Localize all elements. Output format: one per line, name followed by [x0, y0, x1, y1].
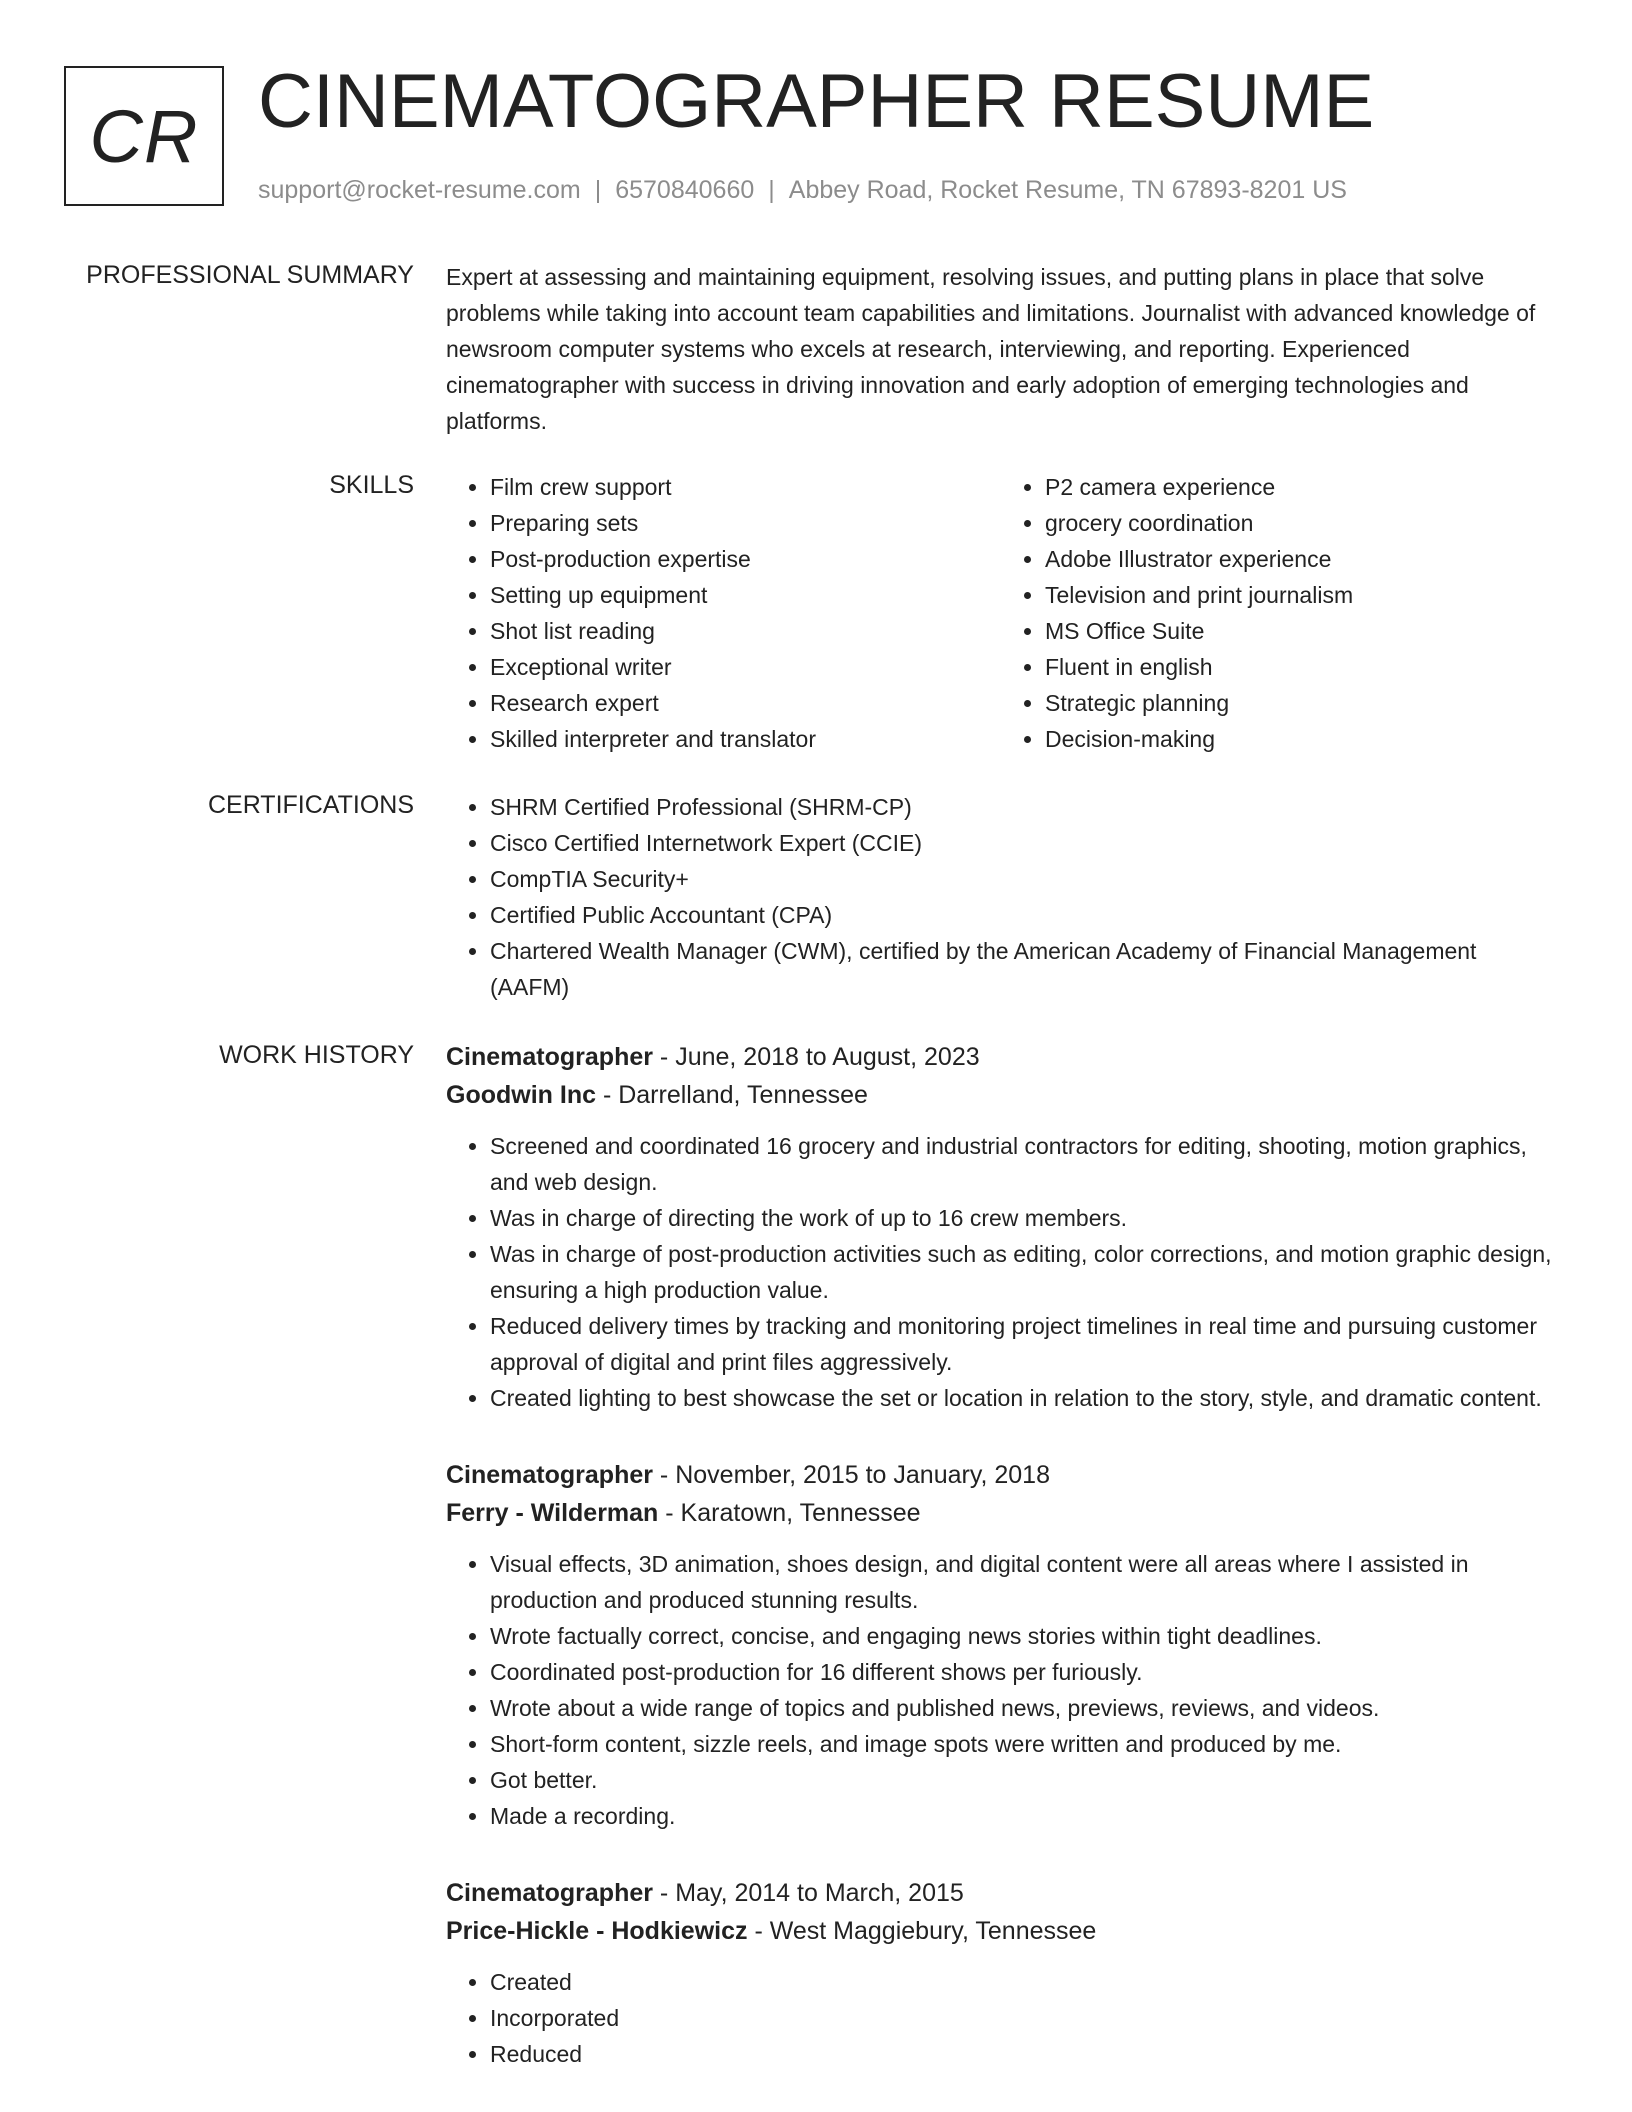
job-bullet: • Reduced: [490, 2036, 1556, 2072]
monogram-logo: [64, 66, 224, 206]
job-bullet: • Wrote about a wide range of topics and published news, previews, reviews, and videos.: [490, 1690, 1556, 1726]
job-bullet: • Was in charge of directing the work of up to 16 crew members.: [490, 1200, 1556, 1236]
job-bullet: • Created: [490, 1964, 1556, 2000]
job-dates: - May, 2014 to March, 2015: [652, 1879, 964, 1907]
skill-item: • Decision-making: [1045, 721, 1556, 757]
certification-item: • Cisco Certified Internetwork Expert (CCIE): [490, 825, 1556, 861]
job-bullet: • Screened and coordinated 16 grocery and industrial contractors for editing, shooting, motion graphics, and web design.: [490, 1128, 1556, 1200]
job-entry: [446, 1456, 1556, 1834]
monogram-text: CR: [89, 94, 199, 178]
job-title-line: [446, 1038, 1556, 1076]
certifications-body: [446, 789, 1556, 1005]
skill-item: • MS Office Suite: [1045, 613, 1556, 649]
job-bullet: • Coordinated post-production for 16 different shows per furiously.: [490, 1654, 1556, 1690]
job-location: - Karatown, Tennessee: [658, 1499, 921, 1527]
job-location: - Darrelland, Tennessee: [596, 1081, 868, 1109]
skill-item: • Preparing sets: [490, 505, 1001, 541]
job-company-line: [446, 1076, 1556, 1114]
certification-item: • Chartered Wealth Manager (CWM), certified by the American Academy of Financial Management (AAFM): [490, 933, 1556, 1005]
skills-body: [446, 469, 1556, 757]
skill-item: • Skilled interpreter and translator: [490, 721, 1001, 757]
skill-item: • Post-production expertise: [490, 541, 1001, 577]
job-dates: - June, 2018 to August, 2023: [652, 1043, 980, 1071]
section-label-skills: SKILLS: [329, 471, 414, 499]
skill-item: • Setting up equipment: [490, 577, 1001, 613]
job-title-line: [446, 1874, 1556, 1912]
certification-item: • CompTIA Security+: [490, 861, 1556, 897]
job-title: Cinematographer: [446, 1043, 653, 1071]
skill-item: • Exceptional writer: [490, 649, 1001, 685]
job-location: - West Maggiebury, Tennessee: [747, 1917, 1097, 1945]
resume-title: CINEMATOGRAPHER RESUME: [258, 59, 1375, 144]
skill-item: • Strategic planning: [1045, 685, 1556, 721]
contact-address: Abbey Road, Rocket Resume, TN 67893-8201 US: [788, 176, 1347, 204]
work-body: [446, 1038, 1556, 2112]
job-title-line: [446, 1456, 1556, 1494]
job-company-line: [446, 1912, 1556, 1950]
job-entry: [446, 1874, 1556, 2072]
job-bullet: • Created lighting to best showcase the set or location in relation to the story, style, and dramatic content.: [490, 1380, 1556, 1416]
skill-item: • Fluent in english: [1045, 649, 1556, 685]
skills-list-right: [1001, 469, 1556, 757]
certification-item: • Certified Public Accountant (CPA): [490, 897, 1556, 933]
job-company: Ferry - Wilderman: [446, 1499, 659, 1527]
contact-separator: |: [594, 176, 602, 204]
contact-phone: 6570840660: [615, 176, 755, 204]
job-bullet: • Got better.: [490, 1762, 1556, 1798]
job-bullet-list: [446, 1128, 1556, 1416]
skill-item: • Television and print journalism: [1045, 577, 1556, 613]
skill-item: • Film crew support: [490, 469, 1001, 505]
skills-list-left: [446, 469, 1001, 757]
job-bullet: • Wrote factually correct, concise, and engaging news stories within tight deadlines.: [490, 1618, 1556, 1654]
certification-item: • SHRM Certified Professional (SHRM-CP): [490, 789, 1556, 825]
job-dates: - November, 2015 to January, 2018: [652, 1461, 1050, 1489]
skill-item: • Adobe Illustrator experience: [1045, 541, 1556, 577]
job-company: Price-Hickle - Hodkiewicz: [446, 1917, 748, 1945]
contact-separator: |: [768, 176, 775, 204]
job-bullet: • Short-form content, sizzle reels, and image spots were written and produced by me.: [490, 1726, 1556, 1762]
contact-email: support@rocket-resume.com: [258, 176, 581, 204]
section-label-summary: PROFESSIONAL SUMMARY: [86, 261, 414, 289]
job-bullet-list: [446, 1964, 1556, 2072]
job-bullet: • Was in charge of post-production activities such as editing, color corrections, and motion graphic design, ensuring a high production value.: [490, 1236, 1556, 1308]
job-company-line: [446, 1494, 1556, 1532]
summary-text: Expert at assessing and maintaining equipment, resolving issues, and putting plans in place that solve problems while taking into account team capabilities and limitations. Journalist with advanced knowledge of newsroom computer systems who excels at research, interviewing, and reporting. Experienced cinematographer with success in driving innovation and early adoption of emerging technologies and platforms.: [446, 264, 1536, 434]
job-title: Cinematographer: [446, 1879, 653, 1907]
contact-line: [258, 174, 1347, 206]
job-bullet-list: [446, 1546, 1556, 1834]
skill-item: • Research expert: [490, 685, 1001, 721]
section-label-certifications: CERTIFICATIONS: [207, 791, 414, 819]
skill-item: • grocery coordination: [1045, 505, 1556, 541]
job-entry: [446, 1038, 1556, 1416]
job-bullet: • Reduced delivery times by tracking and monitoring project timelines in real time and pursuing customer approval of digital and print files aggressively.: [490, 1308, 1556, 1380]
skill-item: • Shot list reading: [490, 613, 1001, 649]
section-label-work: WORK HISTORY: [219, 1041, 414, 1069]
job-title: Cinematographer: [446, 1461, 653, 1489]
skill-item: • P2 camera experience: [1045, 469, 1556, 505]
job-bullet: • Visual effects, 3D animation, shoes design, and digital content were all areas where I assisted in production and produced stunning results.: [490, 1546, 1556, 1618]
job-bullet: • Incorporated: [490, 2000, 1556, 2036]
job-bullet: • Made a recording.: [490, 1798, 1556, 1834]
job-company: Goodwin Inc: [446, 1081, 596, 1109]
certifications-list: [446, 789, 1556, 1005]
